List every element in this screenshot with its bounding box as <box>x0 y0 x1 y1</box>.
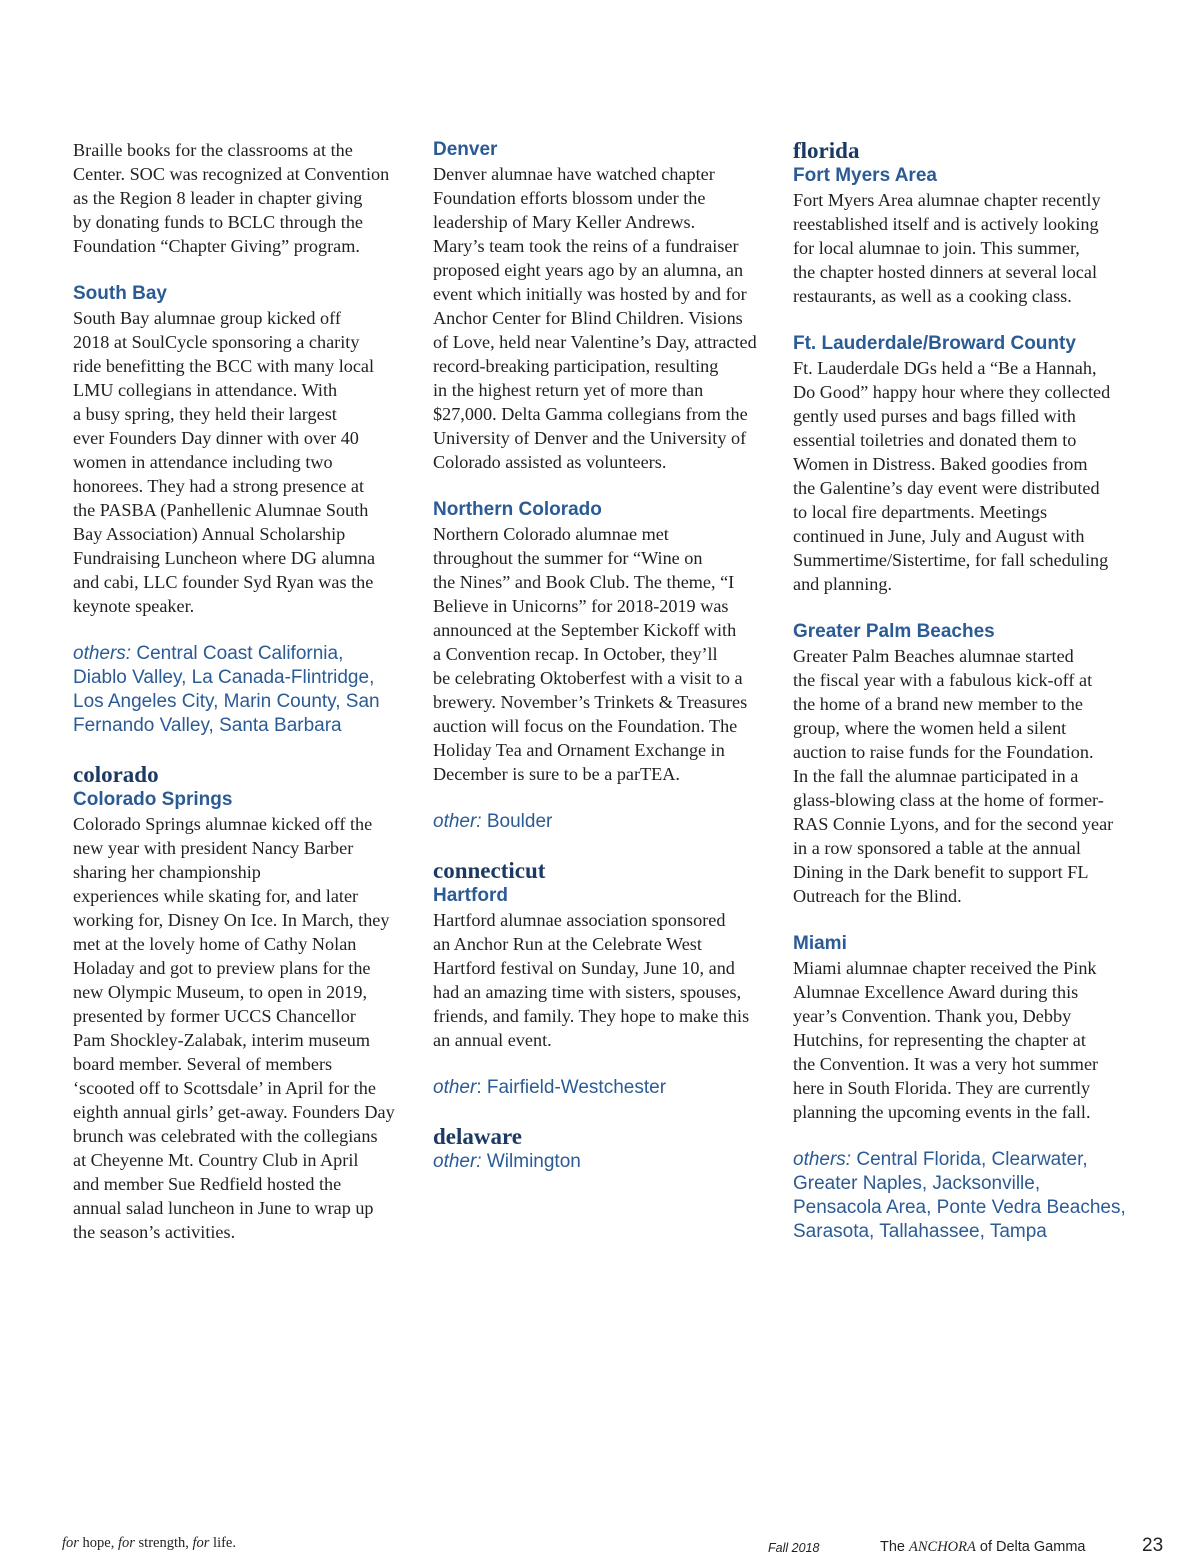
column-middle <box>433 138 775 1174</box>
footer-tagline <box>62 1535 236 1552</box>
ft-lauderdale-text: Ft. Lauderdale DGs held a “Be a Hannah, Do Good” happy hour where they collected gently used purses and bags filled with essential toiletries and donated them to Women in Distress. Baked goodies from the Galentine’s day event were distributed to local fire departments. Meetings continued in June, July and August with Summertime/Sistertime, for fall scheduling and planning. <box>793 358 1111 594</box>
other-label: other: <box>433 811 482 832</box>
tagline-for: for <box>192 1535 210 1551</box>
tagline-for: for <box>62 1535 79 1551</box>
delaware-other <box>433 1150 775 1174</box>
fort-myers-text: Fort Myers Area alumnae chapter recently reestablished itself and is actively looking for local alumnae to join. This summer, the chapter hosted dinners at several local restaurants, as well as a cooking class. <box>793 190 1101 306</box>
state-heading-florida: florida <box>793 138 860 163</box>
hartford-text: Hartford alumnae association sponsored an Anchor Run at the Celebrate West Hartford festival on Sunday, June 10, and had an amazing time with sisters, spouses, friends, and family. They hope to make this an annual event. <box>433 910 750 1050</box>
intro-paragraph: Braille books for the classrooms at the Center. SOC was recognized at Convention as the Region 8 leader in chapter giving by donating funds to BCLC through the Foundation “Chapter Giving” program. <box>73 140 390 256</box>
other-list: Boulder <box>481 811 553 832</box>
northern-colorado-text: Northern Colorado alumnae met throughout the summer for “Wine on the Nines” and Book Club. The theme, “I Believe in Unicorns” for 2018-2019 was announced at the September Kickoff with a Convention recap. In October, they’ll be celebrating Oktoberfest with a visit to a brewery. November’s Trinkets & Treasures auction will focus on the Foundation. The Holiday Tea and Ornament Exchange in December is sure to be a parTEA. <box>433 524 748 784</box>
other-list: Wilmington <box>481 1151 581 1172</box>
state-heading-delaware: delaware <box>433 1124 523 1149</box>
colorado-springs-heading: Colorado Springs <box>73 789 233 810</box>
column-left <box>73 138 415 1244</box>
publication-name <box>880 1539 1085 1556</box>
florida-others <box>793 1148 1138 1244</box>
northern-colorado-heading: Northern Colorado <box>433 499 602 520</box>
tagline-life: life. <box>209 1535 236 1551</box>
other-label: other <box>433 1077 477 1098</box>
miami-text: Miami alumnae chapter received the Pink Alumnae Excellence Award during this year’s Convention. Thank you, Debby Hutchins, for representing the chapter at the Convention. It was a very hot summer here in South Florida. They are currently planning the upcoming events in the fall. <box>793 958 1099 1122</box>
others-list: Central Coast California, Diablo Valley, La Canada-Flintridge, Los Angeles City, Marin County, San Fernando Valley, Santa Barbara <box>73 643 380 736</box>
issue-date: Fall 2018 <box>768 1541 820 1555</box>
tagline-hope: hope, <box>78 1535 118 1551</box>
connecticut-other <box>433 1076 775 1100</box>
south-bay-text: South Bay alumnae group kicked off 2018 at SoulCycle sponsoring a charity ride benefitting the BCC with many local LMU collegians in attendance. With a busy spring, they held their largest ever Founders Day dinner with over 40 women in attendance including two honorees. They had a strong presence at the PASBA (Panhellenic Alumnae South Bay Association) Annual Scholarship Fundraising Luncheon where DG alumna and cabi, LLC founder Syd Ryan was the keynote speaker. <box>73 308 376 616</box>
tagline-strength: strength, <box>134 1535 193 1551</box>
miami-heading: Miami <box>793 933 847 954</box>
other-list: : Fairfield-Westchester <box>476 1077 667 1098</box>
california-others <box>73 642 415 738</box>
denver-text: Denver alumnae have watched chapter Foundation efforts blossom under the leadership of Mary Keller Andrews. Mary’s team took the reins of a fundraiser proposed eight years ago by an alumna, an event which initially was hosted by and for Anchor Center for Blind Children. Visions of Love, held near Valentine’s Day, attracted record-breaking participation, resulting in the highest return yet of more than $27,000. Delta Gamma collegians from the University of Denver and the University of Colorado assisted as volunteers. <box>433 164 757 472</box>
others-label: others: <box>793 1149 852 1170</box>
hartford-heading: Hartford <box>433 885 508 906</box>
other-label: other: <box>433 1151 482 1172</box>
fort-myers-heading: Fort Myers Area <box>793 165 937 186</box>
others-label: others: <box>73 643 132 664</box>
pub-anchora: ANCHORA <box>909 1539 976 1555</box>
denver-heading: Denver <box>433 139 498 160</box>
page-number: 23 <box>1142 1535 1164 1556</box>
colorado-springs-text: Colorado Springs alumnae kicked off the new year with president Nancy Barber sharing her championship experiences while skating for, and later working for, Disney On Ice. In March, they met at the lovely home of Cathy Nolan Holaday and got to preview plans for the new Olympic Museum, to open in 2019, presented by former UCCS Chancellor Pam Shockley-Zalabak, interim museum board member. Several of members ‘scooted off to Scottsdale’ in April for the eighth annual girls’ get-away. Founders Day brunch was celebrated with the collegians at Cheyenne Mt. Country Club in April and member Sue Redfield hosted the annual salad luncheon in June to wrap up the season’s activities. <box>73 814 395 1242</box>
pub-rest: of Delta Gamma <box>975 1539 1086 1555</box>
column-right <box>793 138 1138 1244</box>
south-bay-heading: South Bay <box>73 283 167 304</box>
pub-the: The <box>880 1539 910 1555</box>
state-heading-colorado: colorado <box>73 762 159 787</box>
ft-lauderdale-heading: Ft. Lauderdale/Broward County <box>793 333 1076 354</box>
palm-beaches-text: Greater Palm Beaches alumnae started the fiscal year with a fabulous kick-off at the home of a brand new member to the group, where the women held a silent auction to raise funds for the Foundation. In the fall the alumnae participated in a glass-blowing class at the home of former- RAS Connie Lyons, and for the second year in a row sponsored a table at the annual Dining in the Dark benefit to support FL Outreach for the Blind. <box>793 646 1114 906</box>
colorado-other <box>433 810 775 834</box>
state-heading-connecticut: connecticut <box>433 858 546 883</box>
tagline-for: for <box>117 1535 135 1551</box>
palm-beaches-heading: Greater Palm Beaches <box>793 621 995 642</box>
others-list: Central Florida, Clearwater, Greater Naples, Jacksonville, Pensacola Area, Ponte Vedra Beaches, Sarasota, Tallahassee, Tampa <box>793 1149 1126 1242</box>
